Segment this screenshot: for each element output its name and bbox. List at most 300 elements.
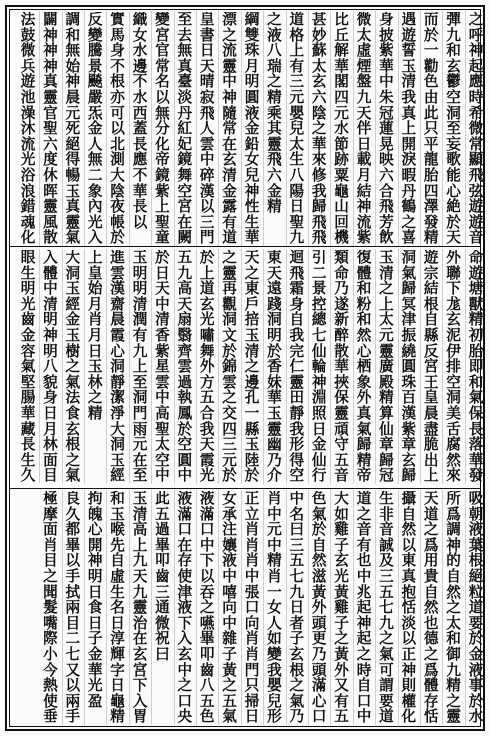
character: 金 — [267, 182, 282, 200]
character: 迴 — [289, 250, 305, 266]
character: 精 — [267, 88, 282, 106]
character: 神 — [222, 88, 237, 106]
character: 畢 — [199, 630, 215, 648]
character: 鶴 — [401, 198, 417, 216]
character: 根 — [423, 295, 439, 313]
character: 此 — [423, 104, 439, 122]
character: 畢 — [155, 536, 170, 554]
character: 氣 — [379, 645, 394, 663]
text-column — [351, 250, 377, 483]
character: 宗 — [423, 264, 439, 282]
character: 眼 — [20, 250, 36, 266]
character: 歸 — [356, 436, 372, 454]
character: 靈 — [289, 373, 305, 391]
character: 之 — [244, 358, 260, 376]
character: 太 — [311, 57, 327, 75]
character: 肖 — [267, 567, 282, 585]
text-column — [351, 491, 377, 724]
character: 德 — [423, 630, 439, 648]
character: 獸 — [468, 295, 484, 313]
character: 歸 — [401, 280, 417, 298]
character: 生 — [289, 151, 305, 169]
character: 誓 — [401, 42, 417, 60]
character: 太 — [289, 135, 305, 153]
character: 遊 — [20, 73, 36, 91]
text-column — [261, 12, 287, 245]
character: 時 — [356, 661, 372, 679]
character: 嬰 — [289, 104, 305, 122]
character: 三 — [222, 436, 237, 454]
character: 女 — [222, 491, 237, 507]
character: 彈 — [446, 12, 461, 28]
character: 齋 — [110, 295, 125, 313]
character: 御 — [446, 645, 461, 663]
character: 邊 — [132, 57, 148, 75]
character: 爲 — [423, 661, 439, 679]
character: 九 — [132, 342, 148, 360]
character: 之 — [65, 358, 81, 376]
character: 晨 — [65, 88, 81, 106]
character: 泥 — [446, 326, 461, 344]
character: 二 — [87, 166, 103, 184]
character: 應 — [468, 73, 484, 91]
character: 大 — [110, 166, 125, 184]
character: 玄 — [446, 311, 461, 329]
character: 上 — [87, 250, 103, 266]
character: 清 — [222, 166, 237, 184]
character: 以 — [401, 630, 417, 648]
text-column — [15, 250, 41, 483]
character: 無 — [65, 42, 81, 60]
character: 五 — [222, 692, 237, 710]
character: 貌 — [43, 373, 58, 391]
character: 玉 — [401, 57, 417, 75]
character: 盤 — [356, 73, 372, 91]
character: 臺 — [177, 73, 193, 91]
character: 鼓 — [20, 26, 36, 44]
text-column — [37, 250, 63, 483]
character: 洞 — [132, 389, 148, 407]
character: 目 — [43, 467, 58, 483]
character: 生 — [110, 583, 125, 601]
character: 化 — [401, 708, 417, 724]
character: 朱 — [379, 88, 394, 106]
character: 嘻 — [222, 583, 237, 601]
character: 立 — [244, 505, 260, 523]
character: 水 — [334, 120, 349, 138]
character: 淡 — [177, 88, 193, 106]
character: 元 — [222, 451, 237, 469]
character: 開 — [401, 135, 417, 153]
character: 精 — [356, 451, 372, 469]
character: 一 — [267, 583, 282, 601]
character: 液 — [177, 491, 193, 507]
character: 反 — [87, 12, 103, 28]
character: 景 — [87, 57, 103, 75]
character: 謂 — [379, 677, 394, 695]
character: 至 — [446, 120, 461, 138]
character: 盡 — [423, 420, 439, 438]
character: 液 — [177, 599, 193, 617]
text-column — [329, 491, 355, 724]
character: 瑞 — [267, 57, 282, 75]
character: 能 — [446, 166, 461, 184]
character: 只 — [244, 677, 260, 695]
character: 八 — [43, 358, 58, 376]
character: 液 — [199, 491, 215, 507]
character: 映 — [379, 151, 394, 169]
character: 明 — [43, 311, 58, 329]
character: 之 — [65, 451, 81, 469]
character: 盈 — [87, 692, 103, 710]
character: 太 — [356, 26, 372, 44]
character: 甚 — [311, 12, 327, 28]
character: 兒 — [267, 692, 282, 710]
character: 清 — [132, 295, 148, 313]
character: 伴 — [356, 120, 372, 138]
character: 喉 — [110, 521, 125, 539]
character: 曰 — [155, 645, 170, 663]
character: 玄 — [401, 451, 417, 469]
character: 肖 — [244, 645, 260, 663]
character: 的 — [446, 552, 461, 570]
character: 肖 — [43, 536, 58, 554]
character: 色 — [311, 491, 327, 507]
character: 機 — [334, 229, 349, 245]
character: 皇 — [423, 389, 439, 407]
character: 使 — [177, 567, 193, 585]
character: 色 — [199, 708, 215, 724]
character: 在 — [132, 451, 148, 469]
character: 晃 — [379, 135, 394, 153]
character: 鳳 — [177, 404, 193, 422]
character: 然 — [356, 326, 372, 344]
character: 王 — [423, 373, 439, 391]
character: 變 — [267, 645, 282, 663]
character: 方 — [199, 373, 215, 391]
character: 遊 — [468, 264, 484, 282]
character: 樹 — [65, 342, 81, 360]
character: 用 — [423, 552, 439, 570]
character: 殿 — [379, 373, 394, 391]
character: 中 — [267, 536, 282, 554]
character: 於 — [423, 26, 439, 44]
character: 自 — [311, 536, 327, 554]
character: 之 — [423, 645, 439, 663]
character: 林 — [43, 436, 58, 454]
text-column — [306, 491, 332, 724]
character: 明 — [244, 73, 260, 91]
character: 玉 — [65, 280, 81, 298]
character: 神 — [43, 42, 58, 60]
text-column — [329, 250, 355, 483]
character: 之 — [446, 599, 461, 617]
character: 肖 — [267, 491, 282, 507]
character: 根 — [468, 552, 484, 570]
character: 之 — [222, 26, 237, 44]
character: 九 — [289, 583, 305, 601]
character: 雙 — [244, 26, 260, 44]
character: 際 — [43, 630, 58, 648]
character: 帝 — [155, 151, 170, 169]
text-column — [373, 250, 399, 483]
character: 景 — [311, 280, 327, 298]
character: 行 — [311, 467, 327, 483]
character: 太 — [446, 614, 461, 632]
character: 織 — [132, 12, 148, 28]
character: 回 — [334, 213, 349, 231]
character: 休 — [43, 166, 58, 184]
character: 顯 — [468, 151, 484, 169]
character: 我 — [199, 420, 215, 438]
character: 六 — [43, 135, 58, 153]
character: 鏡 — [155, 166, 170, 184]
character: 也 — [423, 614, 439, 632]
text-column — [172, 250, 198, 483]
character: 洞 — [110, 358, 125, 376]
character: 氣 — [65, 373, 81, 391]
character: 鉛 — [244, 135, 260, 153]
character: 液 — [244, 104, 260, 122]
character: 法 — [65, 389, 81, 407]
character: 輝 — [110, 645, 125, 663]
character: 明 — [20, 280, 36, 298]
character: 又 — [65, 661, 81, 679]
character: 神 — [356, 198, 372, 216]
character: 誠 — [379, 536, 394, 554]
character: 光 — [20, 295, 36, 313]
character: 七 — [379, 599, 394, 617]
character: 腐 — [446, 436, 461, 454]
character: 靈 — [334, 404, 349, 422]
character: 掃 — [244, 692, 260, 710]
character: 五 — [334, 451, 349, 469]
character: 兒 — [289, 120, 305, 138]
character: 晨 — [423, 404, 439, 422]
character: 不 — [110, 57, 125, 75]
character: 之 — [199, 599, 215, 617]
character: 皇 — [87, 264, 103, 282]
character: 可 — [379, 661, 394, 679]
character: 命 — [334, 264, 349, 282]
character: 非 — [379, 505, 394, 523]
character: 外 — [334, 661, 349, 679]
character: 之 — [379, 280, 394, 298]
character: 堅 — [20, 373, 36, 391]
character: 丹 — [177, 104, 193, 122]
character: 口 — [177, 692, 193, 710]
character: 金 — [468, 645, 484, 663]
text-column — [15, 12, 41, 245]
character: 東 — [401, 552, 417, 570]
character: 玄 — [132, 645, 148, 663]
character: 復 — [356, 250, 372, 266]
character: 妹 — [267, 373, 282, 391]
text-column — [127, 12, 153, 245]
character: 起 — [468, 57, 484, 75]
character: 雲 — [155, 373, 170, 391]
character: 中 — [267, 505, 282, 523]
character: 更 — [311, 630, 327, 648]
character: 合 — [379, 182, 394, 200]
character: 真 — [401, 104, 417, 122]
character: 之 — [267, 73, 282, 91]
character: 和 — [446, 630, 461, 648]
character: 氣 — [289, 692, 305, 710]
character: 存 — [177, 552, 193, 570]
character: 靜 — [110, 373, 125, 391]
character: 玉 — [65, 326, 81, 344]
character: 漢 — [110, 280, 125, 298]
character: 央 — [177, 708, 193, 724]
character: 經 — [110, 467, 125, 483]
character: 始 — [65, 57, 81, 75]
character: 沐 — [20, 120, 36, 138]
character: 真 — [177, 57, 193, 75]
character: 絕 — [468, 567, 484, 585]
character: 和 — [356, 280, 372, 298]
character: 人 — [87, 135, 103, 153]
band-divider-1 — [9, 246, 481, 247]
character: 陰 — [311, 104, 327, 122]
character: 精 — [423, 229, 439, 245]
character: 闢 — [43, 12, 58, 28]
character: 九 — [132, 583, 148, 601]
character: 氣 — [65, 467, 81, 483]
character: 塘 — [468, 280, 484, 298]
character: 夜 — [110, 198, 125, 216]
character: 九 — [446, 661, 461, 679]
character: 胃 — [132, 708, 148, 724]
band-divider-2 — [9, 488, 481, 489]
character: 於 — [199, 250, 215, 266]
character: 金 — [244, 120, 260, 138]
character: 雨 — [132, 420, 148, 438]
character: 月 — [87, 326, 103, 344]
character: 時 — [468, 88, 484, 106]
character: 皇 — [199, 12, 215, 28]
character: 液 — [468, 661, 484, 679]
character: 微 — [20, 42, 36, 60]
character: 空 — [289, 467, 305, 483]
character: 向 — [244, 614, 260, 632]
character: 之 — [446, 692, 461, 710]
character: 於 — [468, 630, 484, 648]
character: 玄 — [199, 295, 215, 313]
character: 乃 — [334, 280, 349, 298]
character: 介 — [267, 467, 282, 483]
character: 長 — [468, 420, 484, 438]
character: 外 — [311, 599, 327, 617]
character: 先 — [110, 536, 125, 554]
character: 觀 — [222, 295, 237, 313]
text-column — [329, 12, 355, 245]
character: 天 — [356, 104, 372, 122]
character: 長 — [132, 198, 148, 216]
text-column — [105, 250, 131, 483]
character: 美 — [446, 404, 461, 422]
character: 恬 — [401, 599, 417, 617]
character: 法 — [20, 12, 36, 28]
character: 童 — [155, 229, 170, 245]
character: 頑 — [334, 420, 349, 438]
character: 飛 — [199, 104, 215, 122]
character: 書 — [199, 26, 215, 44]
character: 雲 — [199, 135, 215, 153]
character: 無 — [177, 42, 193, 60]
character: 絶 — [446, 198, 461, 216]
character: 神 — [244, 182, 260, 200]
character: 神 — [356, 614, 372, 632]
character: 入 — [177, 630, 193, 648]
text-column — [463, 250, 489, 483]
character: 滿 — [199, 505, 215, 523]
character: 仙 — [311, 342, 327, 360]
text-column — [105, 12, 131, 245]
character: 林 — [87, 373, 103, 391]
character: 粉 — [356, 295, 372, 313]
character: 不 — [132, 73, 148, 91]
character: 事 — [468, 677, 484, 695]
character: 中 — [199, 536, 215, 554]
character: 珠 — [401, 373, 417, 391]
character: 應 — [132, 151, 148, 169]
character: 舞 — [177, 166, 193, 184]
character: 光 — [87, 213, 103, 231]
character: 圓 — [401, 358, 417, 376]
character: 之 — [379, 630, 394, 648]
character: 名 — [289, 505, 305, 523]
character: 正 — [244, 491, 260, 507]
character: 變 — [155, 12, 170, 28]
character: 然 — [446, 583, 461, 601]
character: 兒 — [244, 166, 260, 184]
character: 澤 — [423, 198, 439, 216]
character: 我 — [401, 88, 417, 106]
character: 光 — [334, 567, 349, 585]
character: 清 — [401, 73, 417, 91]
character: 靈 — [43, 198, 58, 216]
character: 其 — [267, 120, 282, 138]
character: 心 — [311, 692, 327, 710]
character: 水 — [132, 88, 148, 106]
character: 冥 — [401, 295, 417, 313]
character: 明 — [43, 342, 58, 360]
character: 靈 — [132, 599, 148, 617]
character: 金 — [20, 326, 36, 344]
character: 中 — [356, 567, 372, 585]
character: 絕 — [65, 135, 81, 153]
character: 過 — [155, 521, 170, 539]
character: 道 — [199, 280, 215, 298]
character: 保 — [334, 389, 349, 407]
character: 精 — [468, 311, 484, 329]
character: 象 — [356, 373, 372, 391]
character: 真 — [43, 73, 58, 91]
character: 中 — [244, 567, 260, 585]
character: 以 — [199, 198, 215, 216]
character: 要 — [468, 614, 484, 632]
character: 口 — [199, 521, 215, 539]
character: 清 — [379, 264, 394, 282]
character: 如 — [267, 630, 282, 648]
character: 華 — [334, 57, 349, 75]
character: 光 — [87, 677, 103, 695]
character: 元 — [267, 521, 282, 539]
character: 九 — [379, 614, 394, 632]
character: 口 — [177, 521, 193, 539]
character: 日 — [289, 198, 305, 216]
